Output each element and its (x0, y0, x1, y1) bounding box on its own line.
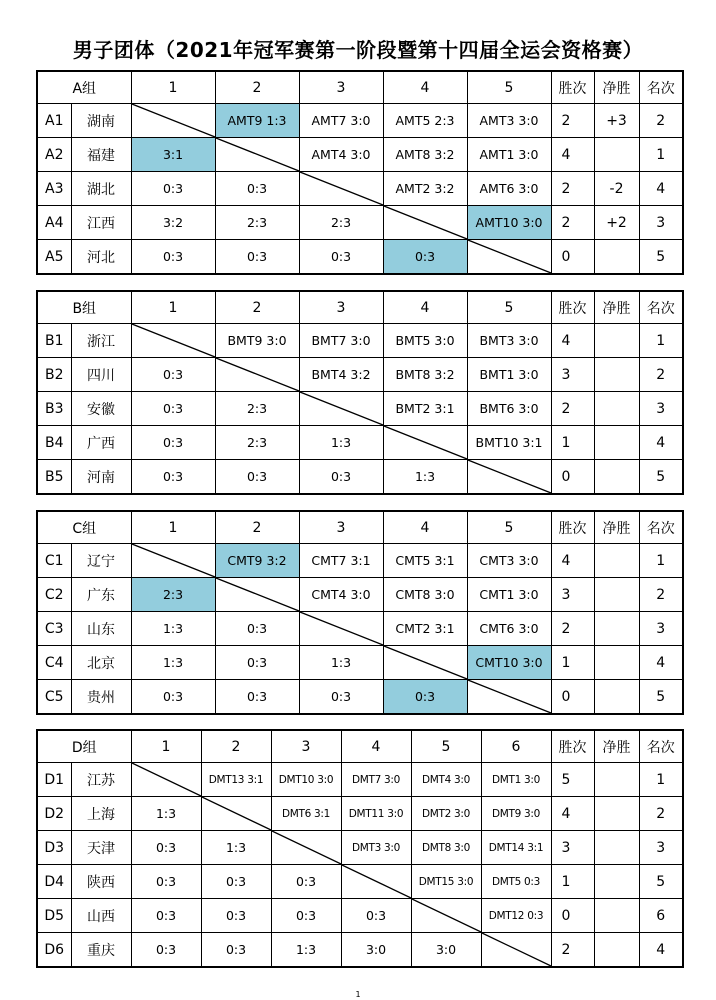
team-code: B4 (37, 426, 71, 460)
match-cell: 3:0 (341, 933, 411, 968)
match-cell: 2:3 (215, 426, 299, 460)
team-code: D4 (37, 865, 71, 899)
group-label: A组 (37, 71, 131, 104)
col-header: 1 (131, 71, 215, 104)
team-name: 山西 (71, 899, 131, 933)
match-cell: CMT8 3:0 (383, 578, 467, 612)
team-name: 湖北 (71, 172, 131, 206)
group-c-table (36, 510, 684, 715)
team-name: 天津 (71, 831, 131, 865)
match-cell: 3:1 (131, 138, 215, 172)
match-cell: AMT5 2:3 (383, 104, 467, 138)
rank-header: 名次 (639, 71, 683, 104)
match-cell: DMT15 3:0 (411, 865, 481, 899)
group-label: B组 (37, 291, 131, 324)
team-row (37, 460, 683, 495)
diagonal-cell (383, 426, 467, 460)
match-cell: AMT6 3:0 (467, 172, 551, 206)
rank-header: 名次 (639, 511, 683, 544)
match-cell: 0:3 (299, 680, 383, 715)
net-cell (594, 324, 639, 358)
diagonal-cell (131, 324, 215, 358)
rank-cell: 5 (639, 865, 683, 899)
col-header: 5 (467, 71, 551, 104)
match-cell: AMT9 1:3 (215, 104, 299, 138)
wins-cell: 2 (551, 612, 594, 646)
match-cell: DMT5 0:3 (481, 865, 551, 899)
net-cell: -2 (594, 172, 639, 206)
match-cell: BMT2 3:1 (383, 392, 467, 426)
wins-cell: 0 (551, 240, 594, 275)
team-code: D6 (37, 933, 71, 968)
match-cell: 1:3 (131, 797, 201, 831)
team-row (37, 172, 683, 206)
rank-header: 名次 (639, 730, 683, 763)
group-label: C组 (37, 511, 131, 544)
col-header: 3 (299, 71, 383, 104)
team-code: A1 (37, 104, 71, 138)
col-header: 6 (481, 730, 551, 763)
match-cell: CMT9 3:2 (215, 544, 299, 578)
team-code: B1 (37, 324, 71, 358)
team-name: 河北 (71, 240, 131, 275)
match-cell: 0:3 (299, 240, 383, 275)
rank-cell: 2 (639, 578, 683, 612)
match-cell: BMT7 3:0 (299, 324, 383, 358)
net-cell (594, 358, 639, 392)
group-header-row (37, 730, 683, 763)
match-cell: DMT10 3:0 (271, 763, 341, 797)
col-header: 2 (215, 71, 299, 104)
team-code: D2 (37, 797, 71, 831)
group-b-table (36, 290, 684, 495)
match-cell: 2:3 (131, 578, 215, 612)
match-cell: 1:3 (201, 831, 271, 865)
team-row (37, 680, 683, 715)
wins-cell: 0 (551, 680, 594, 715)
match-cell: DMT3 3:0 (341, 831, 411, 865)
match-cell: 0:3 (215, 240, 299, 275)
match-cell: CMT6 3:0 (467, 612, 551, 646)
net-cell (594, 612, 639, 646)
team-row (37, 933, 683, 968)
wins-cell: 3 (551, 831, 594, 865)
team-row (37, 324, 683, 358)
net-cell (594, 865, 639, 899)
match-cell: AMT3 3:0 (467, 104, 551, 138)
diagonal-cell (383, 206, 467, 240)
match-cell: 1:3 (271, 933, 341, 968)
wins-cell: 4 (551, 797, 594, 831)
match-cell: 0:3 (131, 899, 201, 933)
match-cell: DMT1 3:0 (481, 763, 551, 797)
rank-cell: 5 (639, 240, 683, 275)
page-title: 男子团体（2021年冠军赛第一阶段暨第十四届全运会资格赛） (72, 38, 644, 62)
col-header: 3 (299, 291, 383, 324)
match-cell: 0:3 (215, 646, 299, 680)
team-row (37, 578, 683, 612)
diagonal-cell (215, 578, 299, 612)
match-cell: 1:3 (131, 646, 215, 680)
wins-cell: 3 (551, 578, 594, 612)
net-cell (594, 138, 639, 172)
team-code: C4 (37, 646, 71, 680)
wins-header: 胜次 (551, 291, 594, 324)
team-row (37, 138, 683, 172)
team-code: B5 (37, 460, 71, 495)
group-header-row (37, 511, 683, 544)
col-header: 2 (201, 730, 271, 763)
rank-header: 名次 (639, 291, 683, 324)
rank-cell: 2 (639, 797, 683, 831)
match-cell: DMT2 3:0 (411, 797, 481, 831)
col-header: 4 (383, 71, 467, 104)
match-cell: BMT5 3:0 (383, 324, 467, 358)
team-code: C2 (37, 578, 71, 612)
net-cell (594, 797, 639, 831)
wins-header: 胜次 (551, 71, 594, 104)
team-row (37, 646, 683, 680)
match-cell: CMT2 3:1 (383, 612, 467, 646)
col-header: 1 (131, 730, 201, 763)
team-name: 安徽 (71, 392, 131, 426)
team-name: 陕西 (71, 865, 131, 899)
group-label: D组 (37, 730, 131, 763)
team-code: C1 (37, 544, 71, 578)
match-cell: BMT9 3:0 (215, 324, 299, 358)
team-row (37, 426, 683, 460)
team-code: D1 (37, 763, 71, 797)
match-cell: AMT8 3:2 (383, 138, 467, 172)
match-cell: 0:3 (201, 899, 271, 933)
team-name: 江西 (71, 206, 131, 240)
match-cell: DMT11 3:0 (341, 797, 411, 831)
diagonal-cell (411, 899, 481, 933)
match-cell: 0:3 (131, 460, 215, 495)
team-name: 山东 (71, 612, 131, 646)
match-cell: 0:3 (131, 831, 201, 865)
col-header: 4 (341, 730, 411, 763)
team-code: B2 (37, 358, 71, 392)
rank-cell: 3 (639, 206, 683, 240)
rank-cell: 4 (639, 933, 683, 968)
team-name: 河南 (71, 460, 131, 495)
wins-cell: 2 (551, 206, 594, 240)
match-cell: 0:3 (201, 933, 271, 968)
diagonal-cell (131, 763, 201, 797)
match-cell: 0:3 (131, 426, 215, 460)
match-cell: 0:3 (383, 680, 467, 715)
team-row (37, 104, 683, 138)
wins-cell: 5 (551, 763, 594, 797)
match-cell: BMT3 3:0 (467, 324, 551, 358)
team-name: 贵州 (71, 680, 131, 715)
team-row (37, 865, 683, 899)
col-header: 4 (383, 511, 467, 544)
team-name: 辽宁 (71, 544, 131, 578)
match-cell: DMT8 3:0 (411, 831, 481, 865)
wins-cell: 0 (551, 899, 594, 933)
match-cell: DMT9 3:0 (481, 797, 551, 831)
team-name: 福建 (71, 138, 131, 172)
diagonal-cell (215, 138, 299, 172)
net-cell (594, 831, 639, 865)
page-number: 1 (355, 990, 361, 999)
match-cell: BMT10 3:1 (467, 426, 551, 460)
net-cell (594, 544, 639, 578)
match-cell: 1:3 (131, 612, 215, 646)
match-cell: 0:3 (131, 358, 215, 392)
team-name: 四川 (71, 358, 131, 392)
wins-cell: 2 (551, 104, 594, 138)
wins-cell: 2 (551, 392, 594, 426)
diagonal-cell (481, 933, 551, 968)
match-cell: 2:3 (299, 206, 383, 240)
net-cell (594, 933, 639, 968)
net-header: 净胜 (594, 730, 639, 763)
team-row (37, 358, 683, 392)
rank-cell: 2 (639, 358, 683, 392)
diagonal-cell (271, 831, 341, 865)
wins-cell: 1 (551, 646, 594, 680)
wins-header: 胜次 (551, 730, 594, 763)
rank-cell: 2 (639, 104, 683, 138)
match-cell: CMT10 3:0 (467, 646, 551, 680)
rank-cell: 5 (639, 460, 683, 495)
match-cell: 0:3 (271, 865, 341, 899)
rank-cell: 4 (639, 172, 683, 206)
team-row (37, 899, 683, 933)
match-cell: 3:2 (131, 206, 215, 240)
team-code: C3 (37, 612, 71, 646)
team-row (37, 612, 683, 646)
match-cell: 0:3 (215, 680, 299, 715)
diagonal-cell (131, 544, 215, 578)
wins-cell: 4 (551, 138, 594, 172)
diagonal-cell (131, 104, 215, 138)
team-code: A5 (37, 240, 71, 275)
diagonal-cell (467, 240, 551, 275)
col-header: 4 (383, 291, 467, 324)
rank-cell: 1 (639, 763, 683, 797)
col-header: 1 (131, 511, 215, 544)
net-cell (594, 426, 639, 460)
rank-cell: 4 (639, 646, 683, 680)
team-code: D3 (37, 831, 71, 865)
match-cell: AMT2 3:2 (383, 172, 467, 206)
net-cell (594, 763, 639, 797)
match-cell: AMT10 3:0 (467, 206, 551, 240)
col-header: 1 (131, 291, 215, 324)
diagonal-cell (299, 172, 383, 206)
match-cell: 0:3 (131, 933, 201, 968)
match-cell: CMT5 3:1 (383, 544, 467, 578)
diagonal-cell (299, 612, 383, 646)
wins-cell: 1 (551, 426, 594, 460)
match-cell: 0:3 (131, 680, 215, 715)
match-cell: 1:3 (299, 646, 383, 680)
match-cell: CMT7 3:1 (299, 544, 383, 578)
team-code: A3 (37, 172, 71, 206)
net-cell (594, 680, 639, 715)
group-a-table (36, 70, 684, 275)
wins-cell: 3 (551, 358, 594, 392)
match-cell: 0:3 (299, 460, 383, 495)
match-cell: 0:3 (271, 899, 341, 933)
match-cell: DMT13 3:1 (201, 763, 271, 797)
team-code: D5 (37, 899, 71, 933)
match-cell: 0:3 (215, 612, 299, 646)
match-cell: BMT4 3:2 (299, 358, 383, 392)
net-cell (594, 578, 639, 612)
net-header: 净胜 (594, 511, 639, 544)
match-cell: BMT8 3:2 (383, 358, 467, 392)
team-name: 广西 (71, 426, 131, 460)
net-cell (594, 460, 639, 495)
col-header: 2 (215, 511, 299, 544)
match-cell: 1:3 (299, 426, 383, 460)
match-cell: CMT3 3:0 (467, 544, 551, 578)
match-cell: AMT4 3:0 (299, 138, 383, 172)
wins-cell: 2 (551, 933, 594, 968)
wins-cell: 4 (551, 324, 594, 358)
match-cell: AMT7 3:0 (299, 104, 383, 138)
team-name: 湖南 (71, 104, 131, 138)
wins-cell: 2 (551, 172, 594, 206)
rank-cell: 1 (639, 544, 683, 578)
team-name: 重庆 (71, 933, 131, 968)
team-row (37, 206, 683, 240)
team-name: 北京 (71, 646, 131, 680)
col-header: 3 (271, 730, 341, 763)
match-cell: 0:3 (131, 240, 215, 275)
team-name: 江苏 (71, 763, 131, 797)
net-cell: +2 (594, 206, 639, 240)
net-cell (594, 240, 639, 275)
wins-header: 胜次 (551, 511, 594, 544)
match-cell: 0:3 (383, 240, 467, 275)
col-header: 3 (299, 511, 383, 544)
match-cell: DMT6 3:1 (271, 797, 341, 831)
rank-cell: 4 (639, 426, 683, 460)
group-header-row (37, 291, 683, 324)
diagonal-cell (467, 460, 551, 495)
team-name: 上海 (71, 797, 131, 831)
match-cell: DMT7 3:0 (341, 763, 411, 797)
match-cell: DMT14 3:1 (481, 831, 551, 865)
match-cell: CMT1 3:0 (467, 578, 551, 612)
rank-cell: 5 (639, 680, 683, 715)
match-cell: 1:3 (383, 460, 467, 495)
match-cell: 0:3 (131, 865, 201, 899)
rank-cell: 3 (639, 392, 683, 426)
team-code: A2 (37, 138, 71, 172)
net-cell (594, 646, 639, 680)
rank-cell: 3 (639, 612, 683, 646)
diagonal-cell (467, 680, 551, 715)
team-name: 广东 (71, 578, 131, 612)
team-row (37, 831, 683, 865)
rank-cell: 6 (639, 899, 683, 933)
group-d-table (36, 729, 684, 968)
wins-cell: 4 (551, 544, 594, 578)
diagonal-cell (201, 797, 271, 831)
net-cell: +3 (594, 104, 639, 138)
match-cell: DMT4 3:0 (411, 763, 481, 797)
match-cell: 3:0 (411, 933, 481, 968)
team-row (37, 763, 683, 797)
team-name: 浙江 (71, 324, 131, 358)
team-row (37, 797, 683, 831)
diagonal-cell (215, 358, 299, 392)
col-header: 2 (215, 291, 299, 324)
col-header: 5 (411, 730, 481, 763)
match-cell: 2:3 (215, 392, 299, 426)
col-header: 5 (467, 511, 551, 544)
net-cell (594, 392, 639, 426)
match-cell: 0:3 (341, 899, 411, 933)
group-header-row (37, 71, 683, 104)
wins-cell: 0 (551, 460, 594, 495)
rank-cell: 3 (639, 831, 683, 865)
diagonal-cell (383, 646, 467, 680)
match-cell: 0:3 (215, 460, 299, 495)
team-code: A4 (37, 206, 71, 240)
diagonal-cell (341, 865, 411, 899)
team-row (37, 392, 683, 426)
match-cell: 0:3 (201, 865, 271, 899)
match-cell: 0:3 (131, 172, 215, 206)
match-cell: 0:3 (215, 172, 299, 206)
net-header: 净胜 (594, 291, 639, 324)
col-header: 5 (467, 291, 551, 324)
net-cell (594, 899, 639, 933)
team-row (37, 544, 683, 578)
net-header: 净胜 (594, 71, 639, 104)
match-cell: DMT12 0:3 (481, 899, 551, 933)
rank-cell: 1 (639, 138, 683, 172)
match-cell: CMT4 3:0 (299, 578, 383, 612)
match-cell: 0:3 (131, 392, 215, 426)
team-row (37, 240, 683, 275)
match-cell: BMT6 3:0 (467, 392, 551, 426)
rank-cell: 1 (639, 324, 683, 358)
team-code: C5 (37, 680, 71, 715)
diagonal-cell (299, 392, 383, 426)
team-code: B3 (37, 392, 71, 426)
match-cell: AMT1 3:0 (467, 138, 551, 172)
match-cell: BMT1 3:0 (467, 358, 551, 392)
match-cell: 2:3 (215, 206, 299, 240)
wins-cell: 1 (551, 865, 594, 899)
